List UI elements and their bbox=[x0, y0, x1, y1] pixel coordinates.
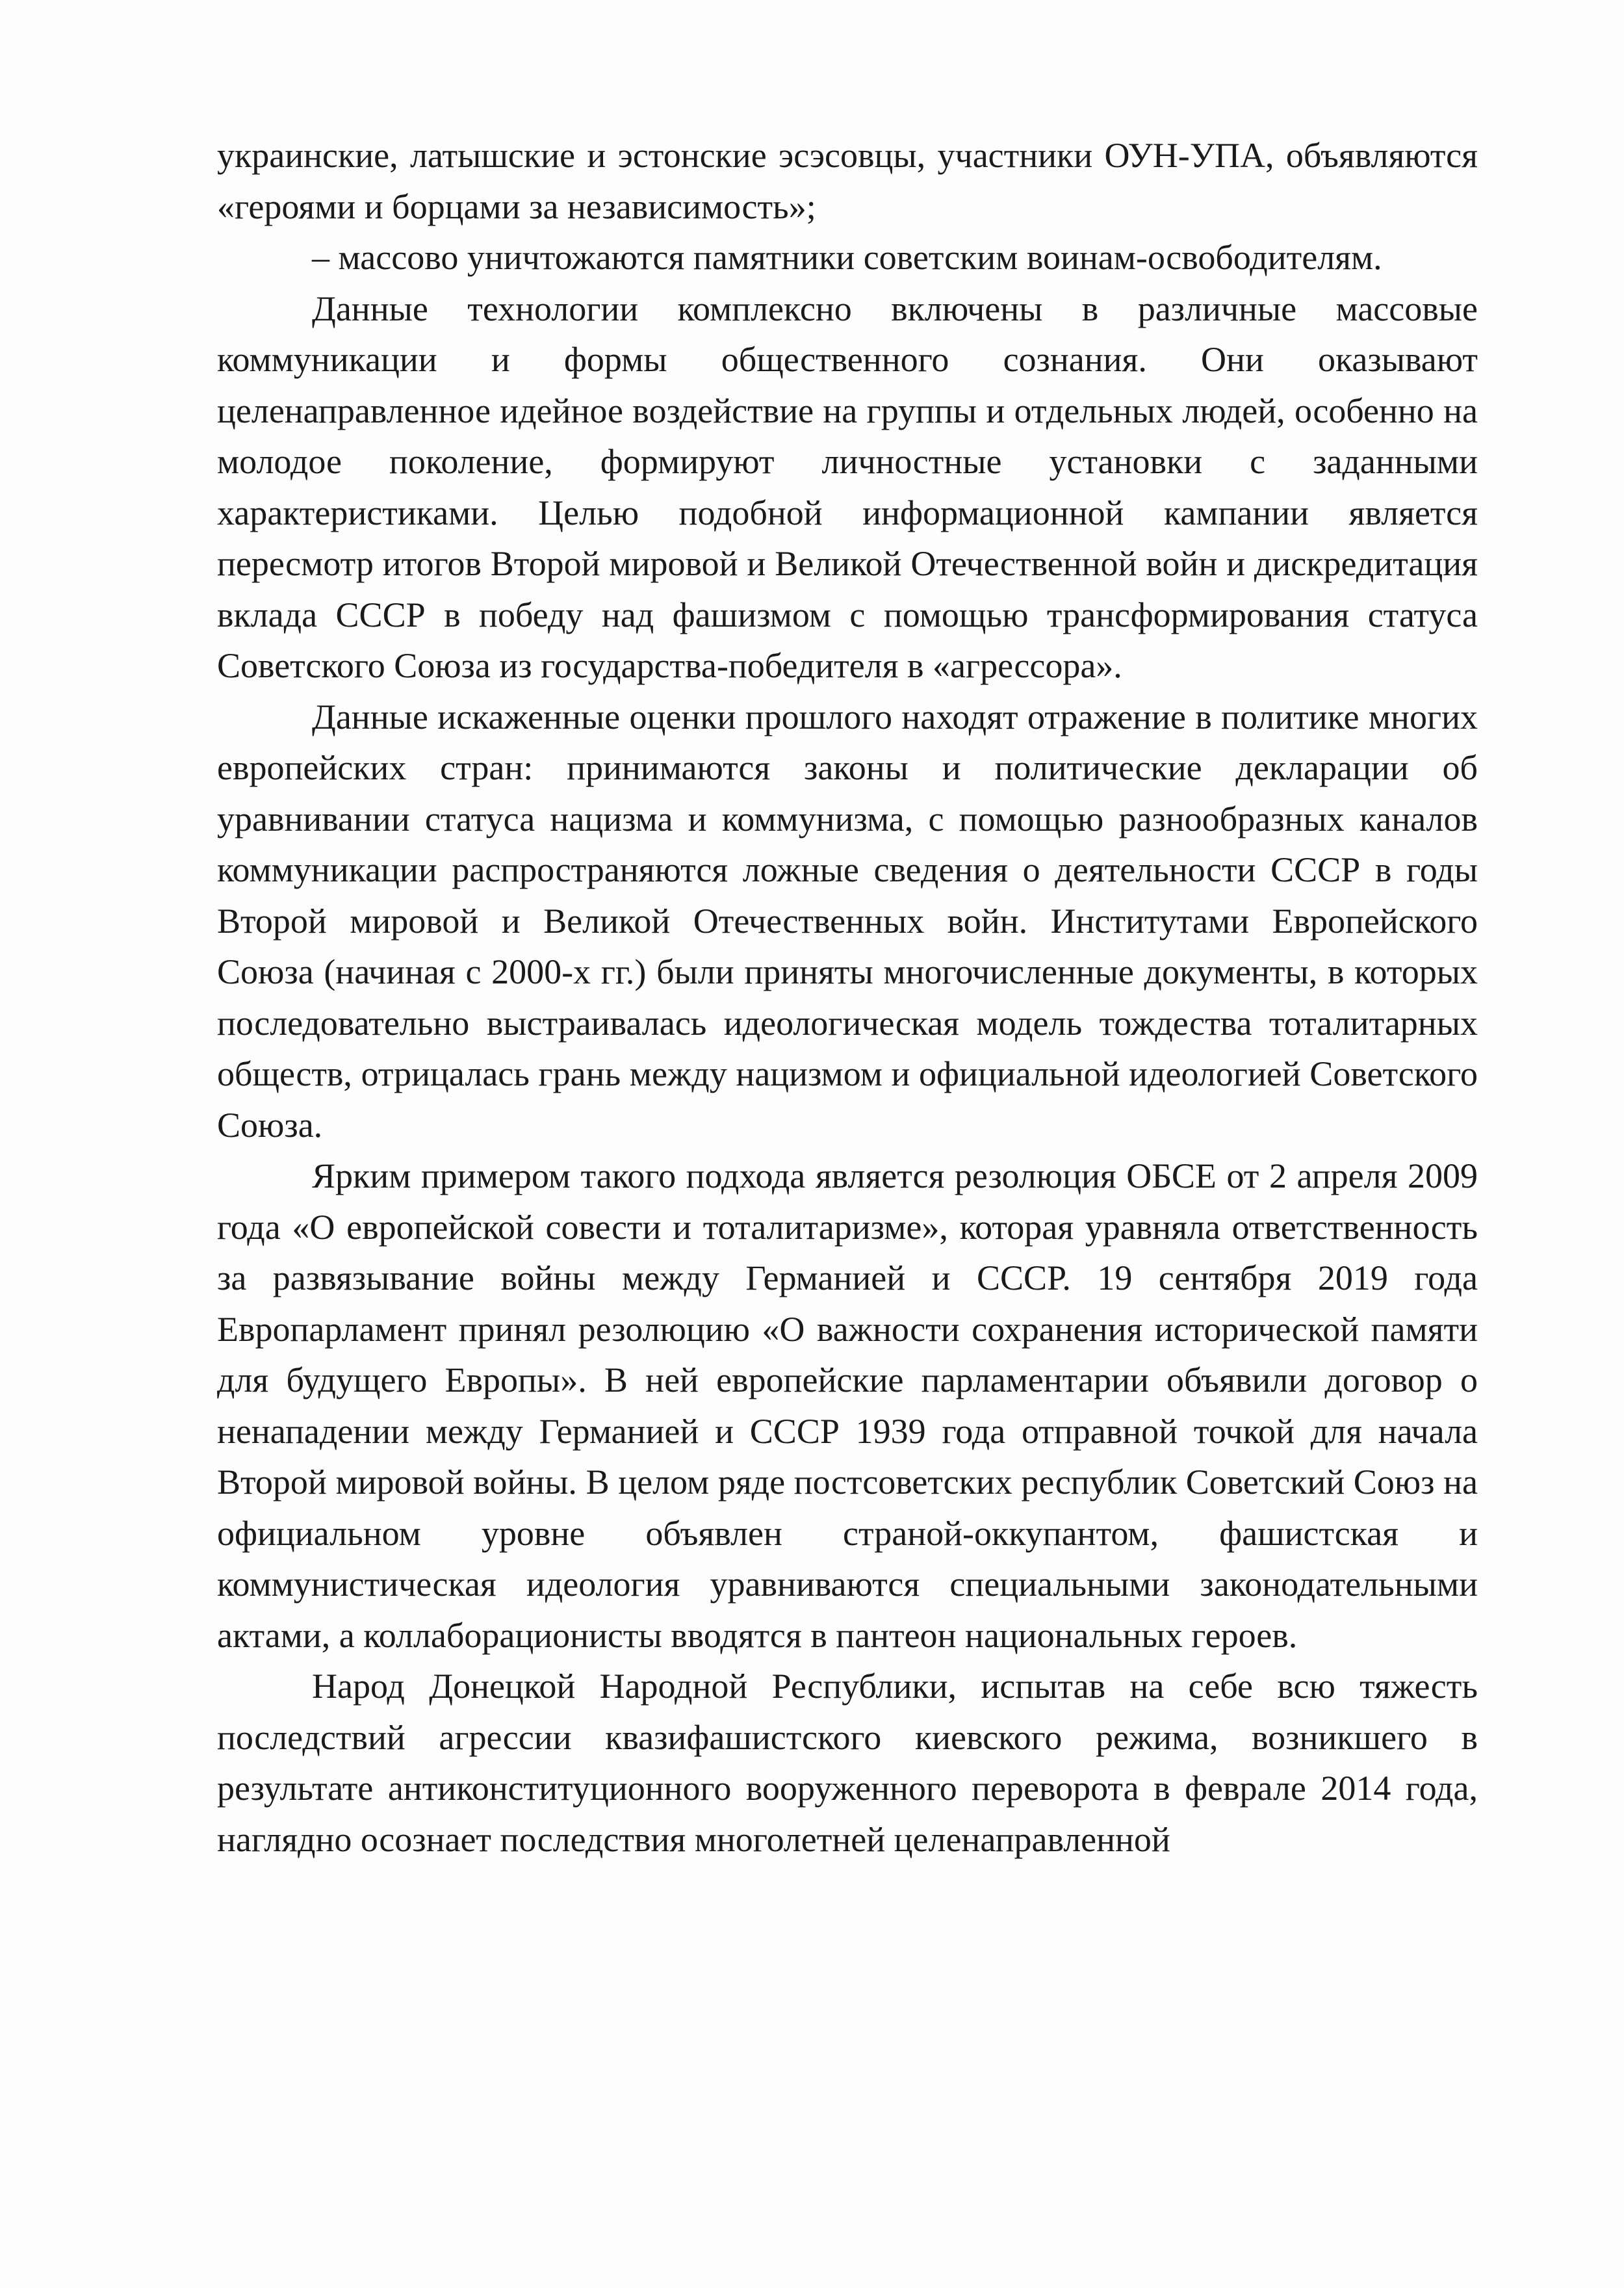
document-body bbox=[217, 130, 1478, 1865]
paragraph-2: – массово уничтожаются памятники советским воинам-освободителям. bbox=[312, 238, 1382, 277]
paragraph-3: Данные технологии комплексно включены в различные массовые коммуникации и формы общественного сознания. Они оказывают целенаправленное идейное воздействие на группы и отдельных людей, особенно на молодое поколение, формируют личностные установки с заданными характеристиками. Целью подобной информационной кампании является пересмотр итогов Второй мировой и Великой Отечественной войн и дискредитация вклада СССР в победу над фашизмом с помощью трансформирования статуса Советского Союза из государства-победителя в «агрессора». bbox=[217, 289, 1478, 685]
paragraph-4: Данные искаженные оценки прошлого находят отражение в политике многих европейских стран: принимаются законы и политические декларации об уравнивании статуса нацизма и коммунизма, с помощью разнообразных каналов коммуникации распространяются ложные сведения о деятельности СССР в годы Второй мировой и Великой Отечественных войн. Институтами Европейского Союза (начиная с 2000-х гг.) были приняты многочисленные документы, в которых последовательно выстраивалась идеологическая модель тождества тоталитарных обществ, отрицалась грань между нацизмом и официальной идеологией Советского Союза. bbox=[217, 697, 1478, 1145]
paragraph-1: украинские, латышские и эстонские эсэсовцы, участники ОУН-УПА, объявляются «героями и борцами за независимость»; bbox=[217, 136, 1478, 226]
paragraph-5: Ярким примером такого подхода является резолюция ОБСЕ от 2 апреля 2009 года «О европейской совести и тоталитаризме», которая уравняла ответственность за развязывание войны между Германией и СССР. 19 сентября 2019 года Европарламент принял резолюцию «О важности сохранения исторической памяти для будущего Европы». В ней европейские парламентарии объявили договор о ненападении между Германией и СССР 1939 года отправной точкой для начала Второй мировой войны. В целом ряде постсоветских республик Советский Союз на официальном уровне объявлен страной-оккупантом, фашистская и коммунистическая идеология уравниваются специальными законодательными актами, а коллаборационисты вводятся в пантеон национальных героев. bbox=[217, 1156, 1478, 1655]
paragraph-6: Народ Донецкой Народной Республики, испытав на себе всю тяжесть последствий агрессии квазифашистского киевского режима, возникшего в результате антиконституционного вооруженного переворота в феврале 2014 года, наглядно осознает последствия многолетней целенаправленной bbox=[217, 1667, 1478, 1859]
